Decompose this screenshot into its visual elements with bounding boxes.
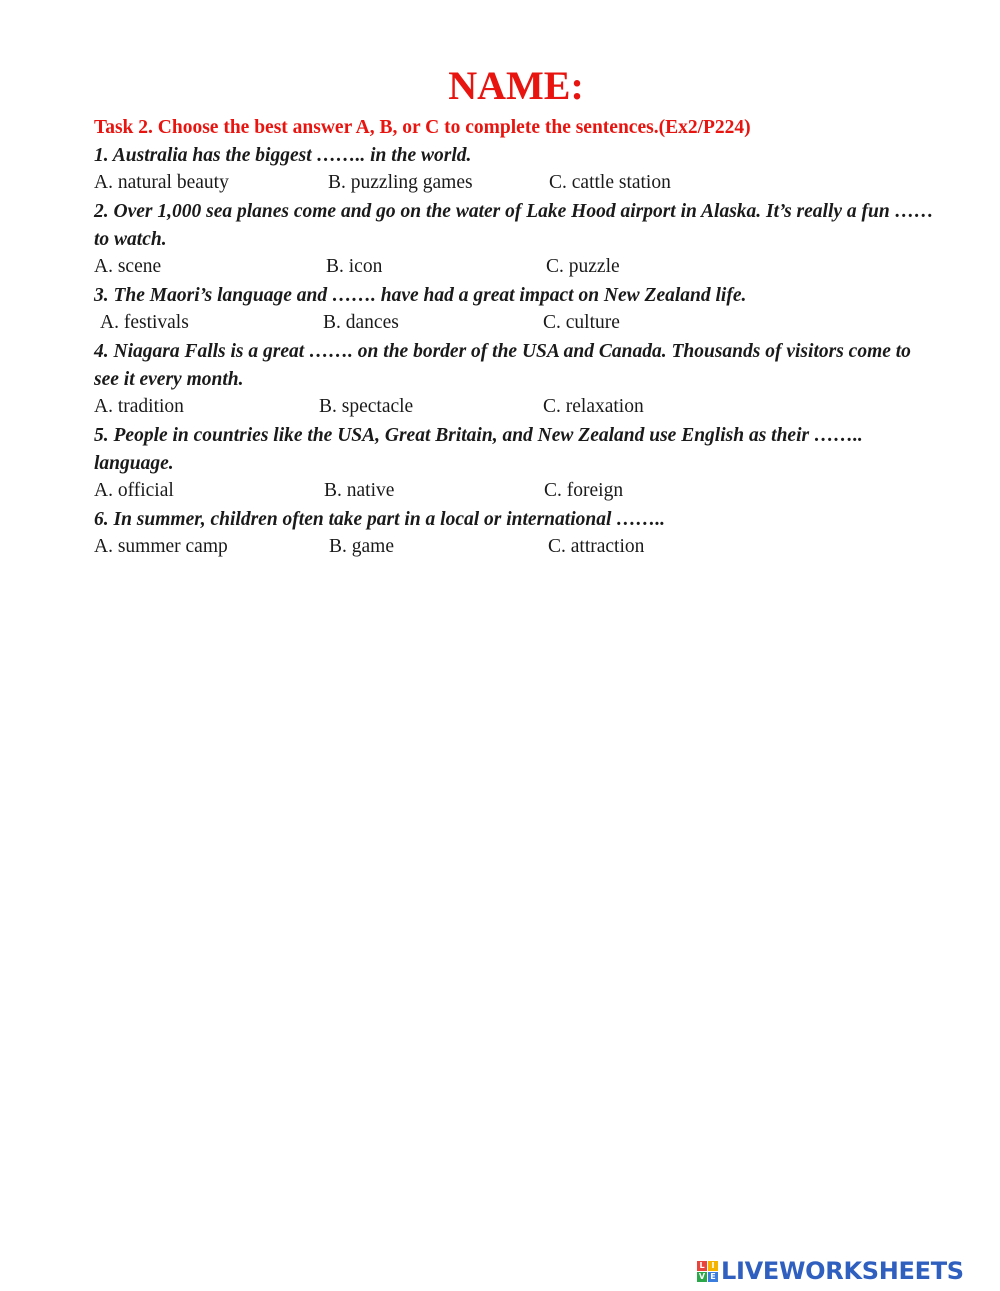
question-1-option-a[interactable]: A. natural beauty	[94, 172, 229, 193]
logo-block: E	[708, 1272, 718, 1282]
question-2-option-c[interactable]: C. puzzle	[546, 256, 620, 277]
question-1-option-b[interactable]: B. puzzling games	[328, 172, 473, 193]
task-instruction: Task 2. Choose the best answer A, B, or C to complete the sentences.(Ex2/P224)	[94, 117, 751, 138]
logo-text: LIVEWORKSHEETS	[721, 1257, 964, 1285]
question-2-option-b[interactable]: B. icon	[326, 256, 383, 277]
question-2-option-a[interactable]: A. scene	[94, 256, 162, 277]
question-4-option-b[interactable]: B. spectacle	[319, 396, 414, 417]
question-5-option-a[interactable]: A. official	[94, 480, 174, 501]
question-3-option-a[interactable]: A. festivals	[100, 312, 189, 333]
question-3-text: 3. The Maori’s language and ……. have had a great impact on New Zealand life.	[94, 285, 747, 306]
question-4-text: 4. Niagara Falls is a great ……. on the border of the USA and Canada. Thousands of visitors come to see it every month.	[94, 341, 911, 390]
question-1-text: 1. Australia has the biggest …….. in the world.	[94, 145, 472, 166]
logo-blocks-icon	[697, 1261, 718, 1282]
question-2-text: 2. Over 1,000 sea planes come and go on the water of Lake Hood airport in Alaska. It’s really a fun …… to watch.	[94, 201, 934, 250]
question-3-option-c[interactable]: C. culture	[543, 312, 620, 333]
logo-block: L	[697, 1261, 707, 1271]
liveworksheets-logo	[697, 1256, 964, 1286]
question-5-option-c[interactable]: C. foreign	[544, 480, 624, 501]
question-4-option-a[interactable]: A. tradition	[94, 396, 184, 417]
logo-block: V	[698, 1271, 706, 1281]
question-3-option-b[interactable]: B. dances	[323, 312, 399, 333]
question-5-option-b[interactable]: B. native	[324, 480, 395, 501]
question-4-option-c[interactable]: C. relaxation	[543, 396, 644, 417]
logo-block: I	[708, 1261, 718, 1271]
question-6-option-c[interactable]: C. attraction	[548, 536, 645, 557]
page-title: NAME:	[448, 63, 584, 108]
question-6-option-a[interactable]: A. summer camp	[94, 536, 228, 557]
question-1-option-c[interactable]: C. cattle station	[549, 172, 671, 193]
question-6-option-b[interactable]: B. game	[329, 536, 394, 557]
question-6-text: 6. In summer, children often take part in a local or international ……..	[94, 509, 665, 530]
question-5-text: 5. People in countries like the USA, Great Britain, and New Zealand use English as their …….. language.	[94, 425, 863, 474]
